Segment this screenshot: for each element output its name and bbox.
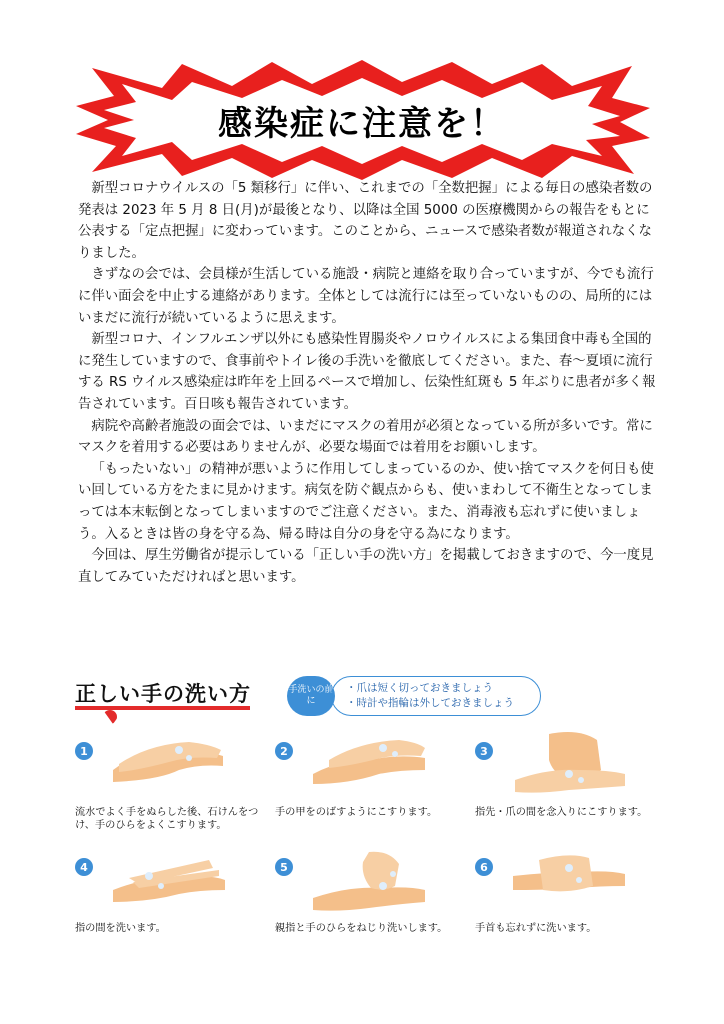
step-caption: 手の甲をのばすようにこすります。 [275, 807, 438, 818]
tips-box [331, 676, 541, 716]
step-1 [75, 730, 265, 840]
step-caption: 指先・爪の間を念入りにこすります。 [475, 807, 648, 818]
step-6 [475, 846, 665, 956]
article-body [78, 178, 658, 588]
step-number: 1 [75, 742, 93, 760]
guide-underline [75, 706, 250, 710]
paragraph: 新型コロナウイルスの「5 類移行」に伴い、これまでの「全数把握」による毎日の感染者数の発表は 2023 年 5 月 8 日(月)が最後となり、以降は全国 5000 の医療機関からの報告をもとに公表する「定点把握」に変わっています。このことから、ニュースで感染者数が報道されなくなりました。 [78, 181, 653, 261]
paragraph: 今回は、厚生労働省が提示している「正しい手の洗い方」を掲載しておきますので、今一度見直してみていただければと思います。 [78, 548, 654, 585]
paragraph: 新型コロナ、インフルエンザ以外にも感染性胃腸炎やノロウイルスによる集団食中毒も全国的に発生していますので、食事前やトイレ後の手洗いを徹底してください。また、春～夏頃に流行する RS ウイルス感染症は昨年を上回るペースで増加し、伝染性紅斑も 5 年ぶりに患者が多く報告されています。百日咳も報告されています。 [78, 332, 656, 412]
hands-back-icon [309, 730, 429, 790]
step-caption: 親指と手のひらをねじり洗いします。 [275, 923, 448, 934]
guide-title: 正しい手の洗い方 [75, 682, 251, 706]
handwashing-guide [75, 670, 665, 950]
step-number: 6 [475, 858, 493, 876]
title-burst [72, 60, 652, 180]
step-4 [75, 846, 265, 956]
hands-palm-icon [109, 730, 229, 790]
guide-pointer [103, 710, 123, 724]
step-3 [475, 730, 665, 840]
between-fingers-icon [109, 846, 229, 906]
page-title: 感染症に注意を！ [218, 103, 506, 144]
tip-item: ・時計や指輪は外しておきましょう [346, 697, 514, 709]
fingertips-icon [509, 730, 629, 800]
step-caption: 流水でよく手をぬらした後、石けんをつけ、手のひらをよくこすります。 [75, 807, 259, 831]
thumb-twist-icon [309, 846, 429, 916]
step-number: 4 [75, 858, 93, 876]
step-2 [275, 730, 465, 840]
tips-label: 手洗いの前に [287, 676, 335, 716]
paragraph: 病院や高齢者施設の面会では、いまだにマスクの着用が必須となっている所が多いです。常にマスクを着用する必要はありませんが、必要な場面では着用をお願いします。 [78, 418, 653, 456]
tip-item: ・爪は短く切っておきましょう [346, 682, 493, 694]
step-caption: 指の間を洗います。 [75, 923, 166, 934]
step-caption: 手首も忘れずに洗います。 [475, 923, 597, 934]
step-number: 2 [275, 742, 293, 760]
paragraph: 「もったいない」の精神が悪いように作用してしまっているのか、使い捨てマスクを何日も使い回している方をたまに見かけます。病気を防ぐ観点からも、使いまわして不衛生となってしまっては本末転倒となってしまいますのでご注意ください。また、消毒液も忘れずに使いましょう。入るときは皆の身を守る為、帰る時は自分の身を守る為になります。 [78, 461, 654, 542]
paragraph: きずなの会では、会員様が生活している施設・病院と連絡を取り合っていますが、今でも流行に伴い面会を中止する連絡があります。全体としては流行には至っていないものの、局所的にはいまだに流行が続いているように思えます。 [78, 267, 654, 326]
step-number: 5 [275, 858, 293, 876]
wrist-icon [509, 846, 629, 906]
step-number: 3 [475, 742, 493, 760]
step-5 [275, 846, 465, 956]
